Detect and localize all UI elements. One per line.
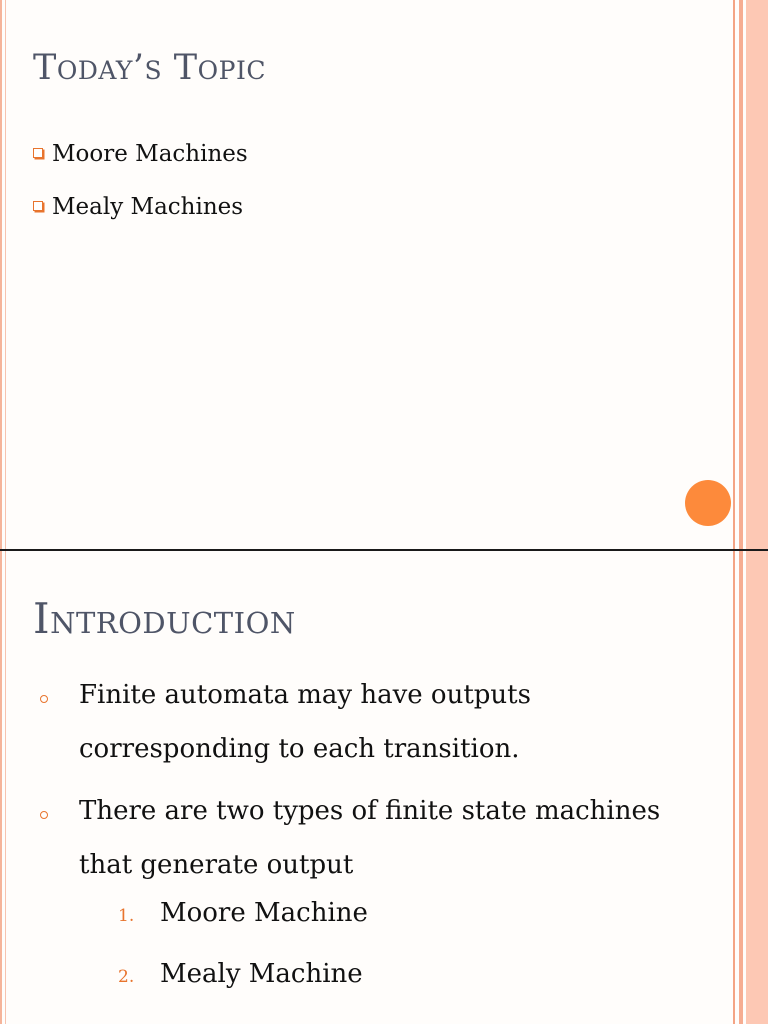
list-item	[33, 141, 248, 194]
slide-title: Today’s Topic	[33, 48, 266, 88]
hollow-square-icon	[33, 148, 43, 158]
list-item	[38, 784, 719, 892]
list-item-number: 2.	[118, 967, 135, 987]
left-border-stripe	[0, 551, 2, 1024]
hollow-square-icon	[33, 201, 43, 211]
left-border-stripe-inner	[5, 0, 6, 549]
right-border-line	[733, 0, 735, 549]
left-border-stripe	[0, 0, 2, 549]
right-border-line-inner	[739, 551, 743, 1024]
left-border-stripe-inner	[5, 551, 6, 1024]
hollow-circle-icon	[40, 811, 48, 819]
list-item	[38, 668, 719, 776]
right-border-band	[746, 551, 768, 1024]
orange-circle-icon	[685, 480, 731, 526]
hollow-circle-icon	[40, 695, 48, 703]
list-item-label: Mealy Machines	[52, 194, 244, 220]
list-item-text: There are two types of finite state machines that generate output	[79, 796, 661, 880]
topic-list	[33, 141, 248, 247]
right-border-line	[733, 551, 735, 1024]
list-item	[118, 898, 368, 959]
list-item	[118, 959, 368, 1020]
list-item-label: Mealy Machine	[160, 959, 363, 989]
list-item	[33, 194, 248, 247]
right-border-line-inner	[739, 0, 743, 549]
list-item-text: Finite automata may have outputs corresponding to each transition.	[79, 680, 531, 764]
list-item-label: Moore Machines	[52, 141, 248, 167]
intro-bullet-list	[38, 668, 719, 900]
machine-types-list	[118, 898, 368, 1020]
slide-title: Introduction	[33, 594, 296, 643]
right-border-band	[746, 0, 768, 549]
list-item-number: 1.	[118, 906, 135, 926]
list-item-label: Moore Machine	[160, 898, 368, 928]
